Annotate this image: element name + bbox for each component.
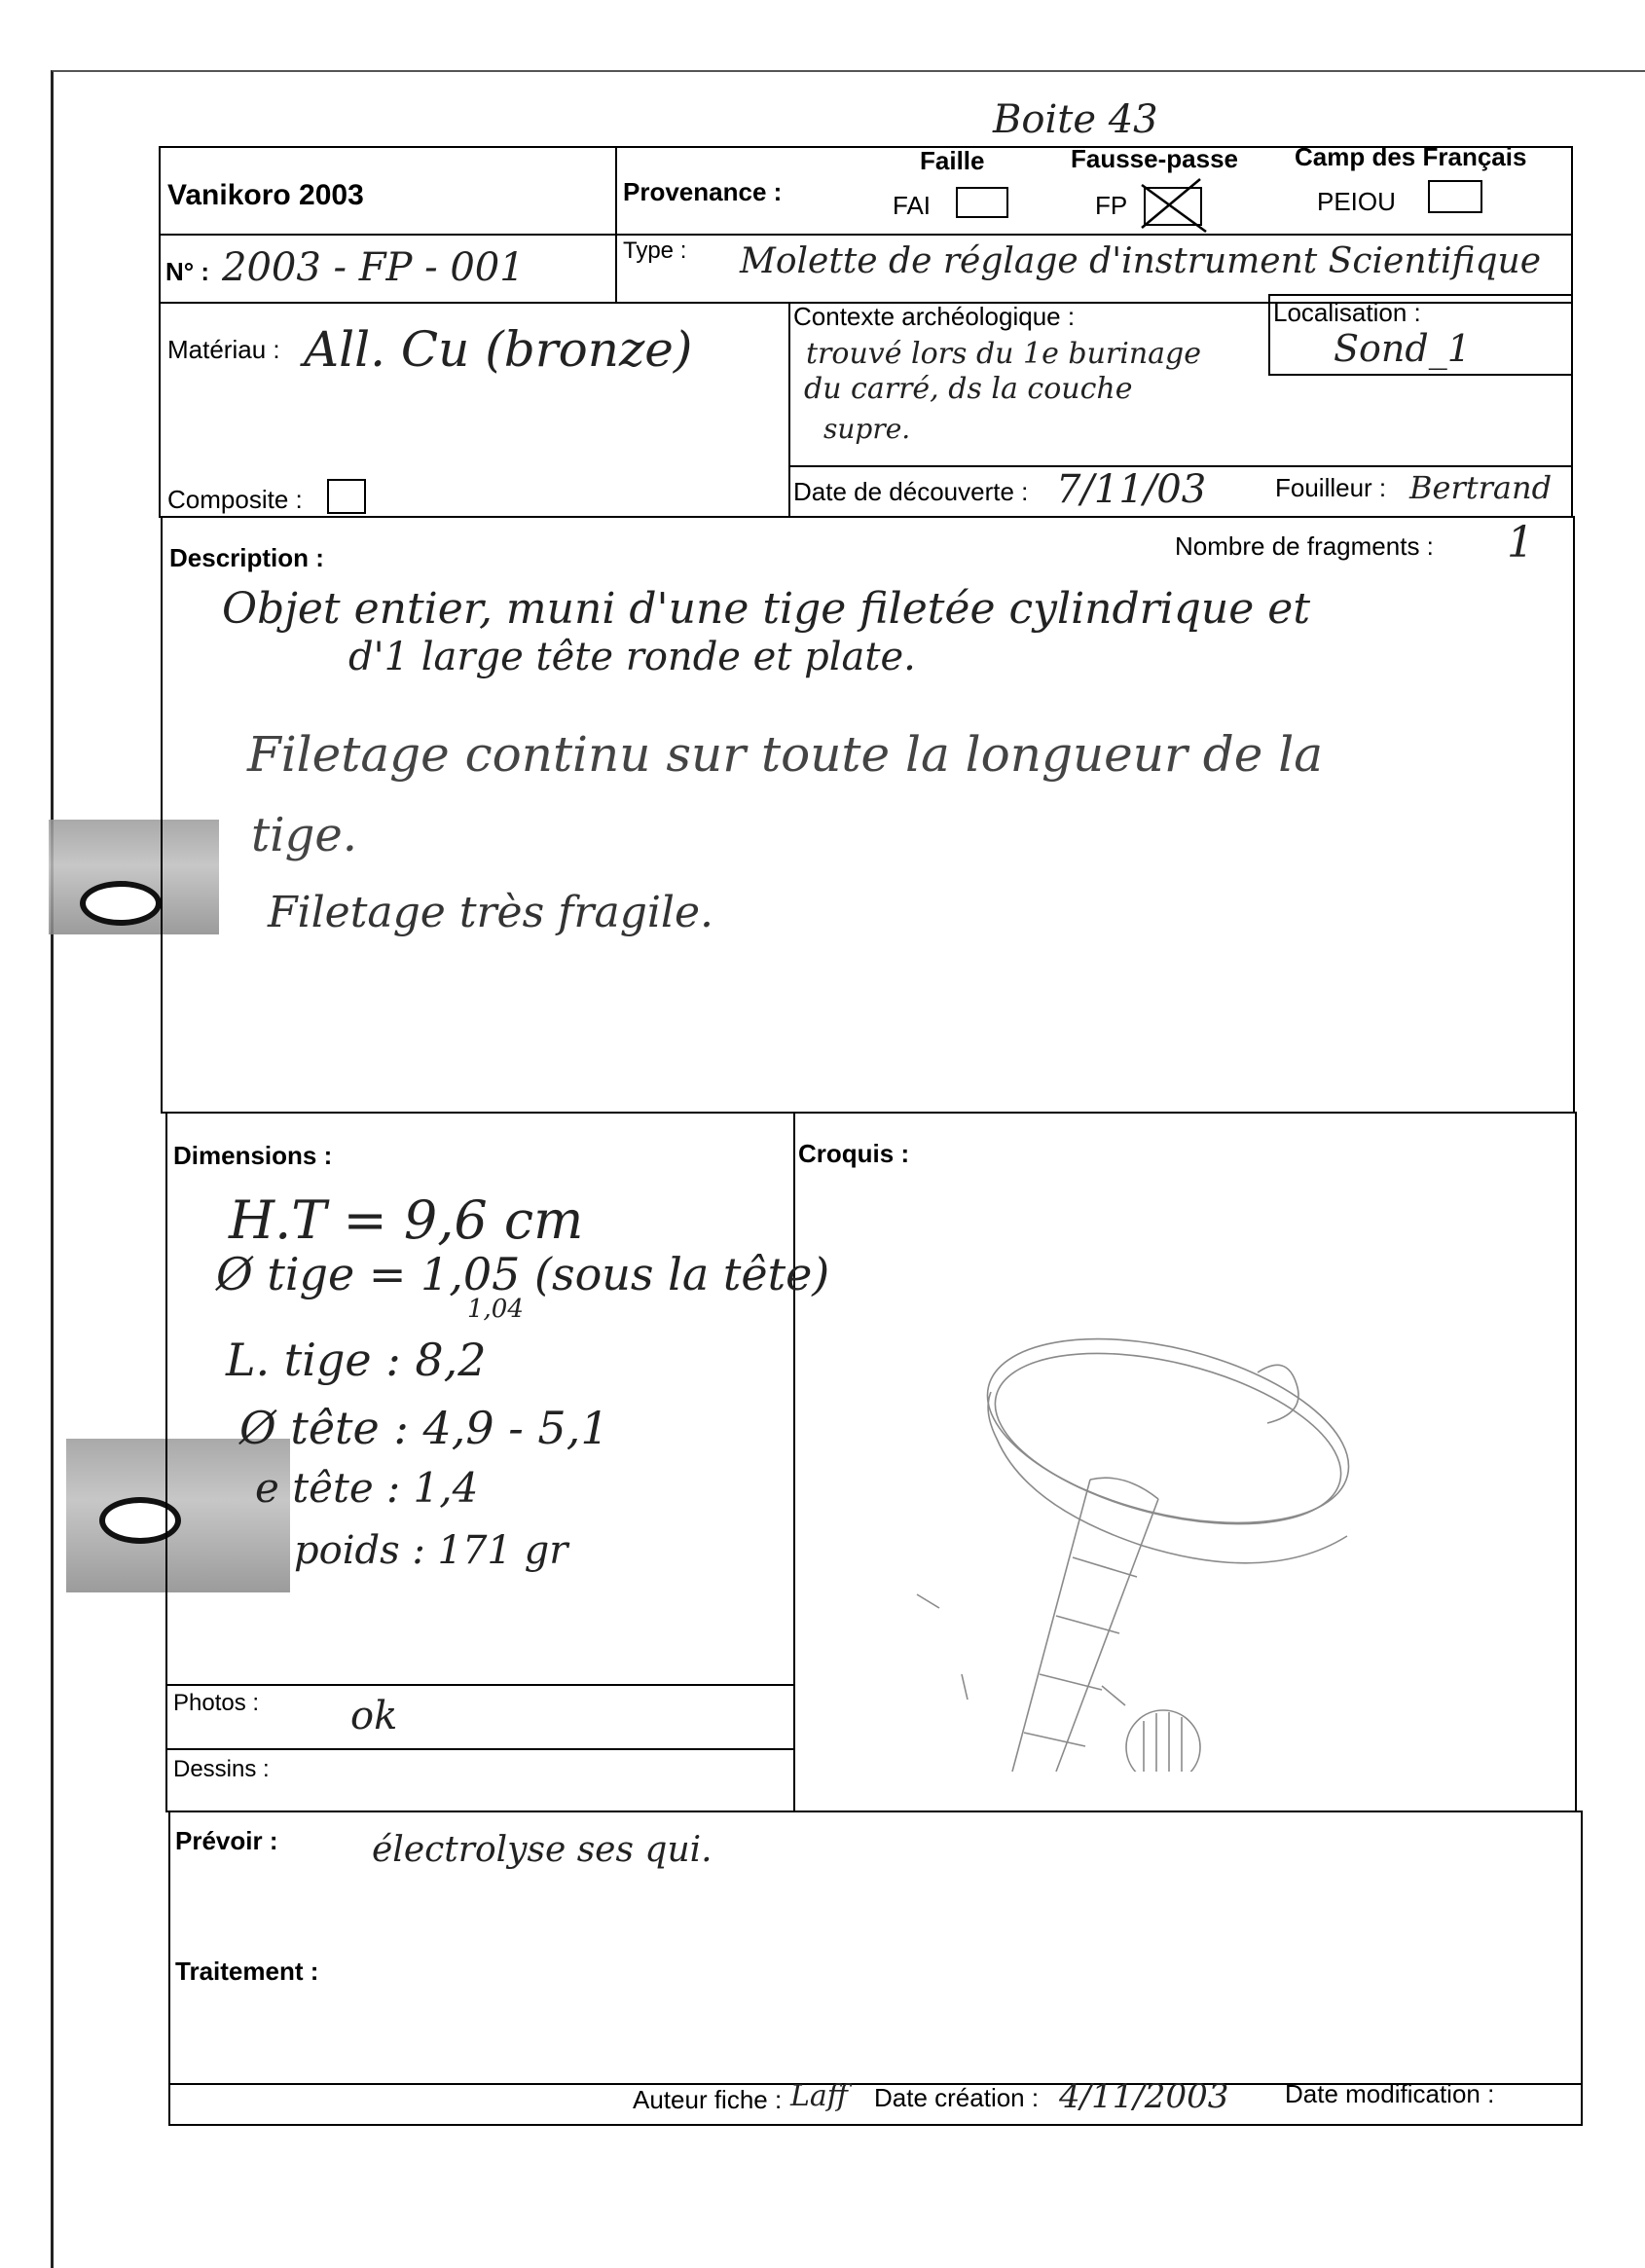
box-note: Boite 43 <box>993 97 1158 142</box>
auteur-value: Laff <box>790 2079 849 2113</box>
provenance-heading-faille: Faille <box>920 146 985 175</box>
localisation-value: Sond_1 <box>1334 327 1471 370</box>
dimension-epaisseur-tete: e tête : 1,4 <box>255 1464 479 1512</box>
localisation-label: Localisation : <box>1273 298 1421 327</box>
croquis-label: Croquis : <box>798 1139 910 1168</box>
provenance-heading-fausse-passe: Fausse-passe <box>1071 144 1238 173</box>
auteur-label: Auteur fiche : <box>633 2085 783 2114</box>
dimension-diametre-tete: Ø tête : 4,9 - 5,1 <box>239 1402 609 1454</box>
checkbox-peiou[interactable] <box>1428 180 1482 213</box>
numero-value: 2003 - FP - 001 <box>222 245 525 290</box>
traitement-label: Traitement : <box>175 1957 319 1986</box>
checkbox-fai[interactable] <box>956 187 1008 218</box>
dessins-label: Dessins : <box>173 1756 270 1782</box>
provenance-code-peiou: PEIOU <box>1317 187 1396 216</box>
modification-label: Date modification : <box>1285 2079 1495 2108</box>
date-decouverte-label: Date de découverte : <box>793 477 1029 506</box>
dimension-diametre-tige-2: 1,04 <box>467 1295 524 1324</box>
fouilleur-label: Fouilleur : <box>1275 473 1387 502</box>
fragments-label: Nombre de fragments : <box>1175 531 1434 561</box>
type-label: Type : <box>623 238 687 264</box>
prevoir-value: électrolyse ses qui. <box>372 1830 713 1870</box>
materiau-label: Matériau : <box>167 335 280 364</box>
description-line-5: Filetage très fragile. <box>268 888 714 937</box>
fouilleur-value: Bertrand <box>1409 469 1553 506</box>
contexte-label: Contexte archéologique : <box>793 302 1076 331</box>
check-cross-icon <box>1142 185 1200 224</box>
photos-value: ok <box>350 1694 398 1738</box>
description-line-2: d'1 large tête ronde et plate. <box>348 635 916 679</box>
creation-label: Date création : <box>874 2083 1040 2112</box>
description-line-4: tige. <box>251 808 358 862</box>
dimension-diametre-tige: Ø tige = 1,05 (sous la tête) <box>216 1248 830 1300</box>
numero-label: N° : <box>165 257 210 286</box>
photos-label: Photos : <box>173 1690 260 1716</box>
contexte-value-2: du carré, ds la couche <box>804 372 1133 406</box>
croquis-sketch <box>847 1265 1392 1772</box>
composite-label: Composite : <box>167 485 303 514</box>
dimension-longueur-tige: L. tige : 8,2 <box>226 1334 487 1386</box>
type-value: Molette de réglage d'instrument Scientifique <box>740 241 1542 281</box>
dimension-poids: poids : 171 gr <box>294 1528 568 1573</box>
checkbox-composite[interactable] <box>327 479 366 514</box>
description-line-3: Filetage continu sur toute la longueur de la <box>247 726 1324 783</box>
date-decouverte-value: 7/11/03 <box>1056 467 1207 512</box>
dimensions-label: Dimensions : <box>173 1141 333 1170</box>
prevoir-label: Prévoir : <box>175 1826 278 1855</box>
form-title: Vanikoro 2003 <box>167 179 364 211</box>
provenance-label: Provenance : <box>623 177 783 206</box>
dimension-hauteur: H.T = 9,6 cm <box>229 1189 584 1251</box>
description-label: Description : <box>169 543 324 572</box>
fragments-value: 1 <box>1507 518 1534 567</box>
creation-value: 4/11/2003 <box>1059 2077 1229 2116</box>
description-line-1: Objet entier, muni d'une tige filetée cylindrique et <box>222 584 1311 634</box>
provenance-code-fai: FAI <box>893 191 932 220</box>
provenance-heading-camp: Camp des Français <box>1295 142 1527 171</box>
materiau-value: All. Cu (bronze) <box>304 321 693 378</box>
checkbox-fp[interactable] <box>1144 187 1202 226</box>
contexte-value-3: supre. <box>823 413 911 445</box>
provenance-code-fp: FP <box>1095 191 1128 220</box>
punch-hole-top <box>80 881 162 926</box>
contexte-value-1: trouvé lors du 1e burinage <box>806 337 1202 371</box>
